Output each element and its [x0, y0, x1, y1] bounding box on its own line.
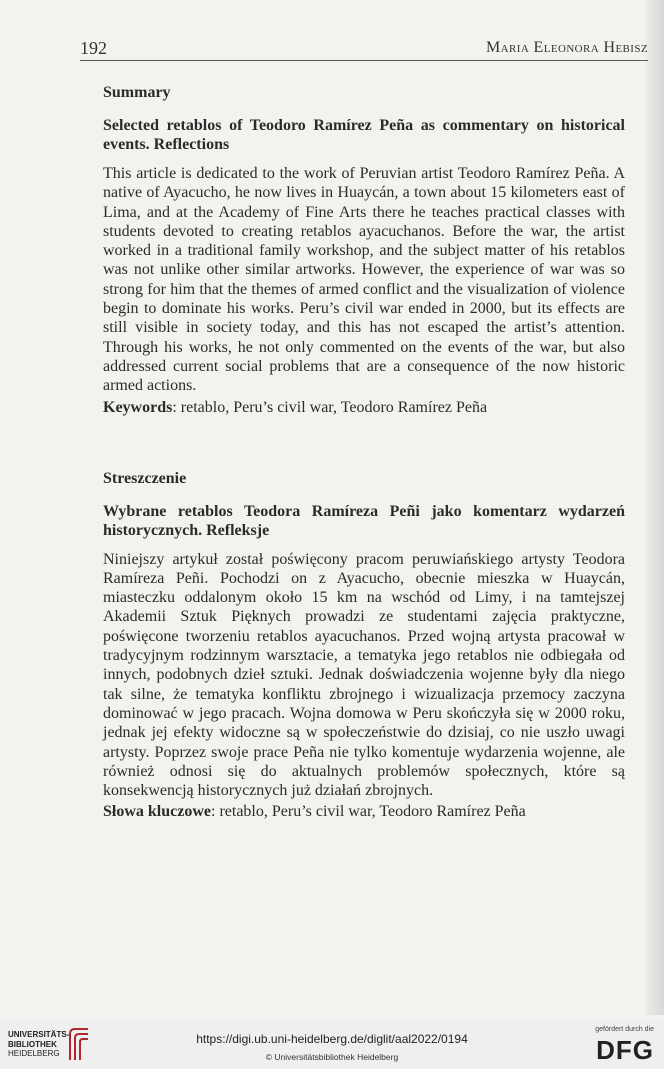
summary-keywords-label: Keywords [103, 398, 173, 416]
page-edge-shadow [646, 0, 664, 1015]
streszczenie-section [103, 470, 625, 823]
streszczenie-body: Niniejszy artykuł został poświęcony pracom peruwiańskiego artysty Teodora Ramíreza Peñi. Pochodzi on z Ayacucho, obecnie mieszka w Huaycán, miasteczku oddalonym około 15 km na wschód od Limy, i na tamtejszej Akademii Sztuk Pięknych prowadzi ze studentami zajęcia praktyczne, poświęcone tworzeniu retablos ayacuchanos. Przed wojną artysta pracował w tradycyjnym rodzinnym warsztacie, a tematyka jego retablos nie odbiegała od innych, podobnych dzieł sztuki. Jednak doświadczenia wojenne były dla niego tak silne, że tematyka konfliktu zbrojnego i wizualizacja przemocy zaczyna dominować w jego pracach. Wojna domowa w Peru skończyła się w 2000 roku, jednak jej efekty widoczne są w społeczeństwie do dzisiaj, co nie uszło uwagi artysty. Poprzez swoje prace Peña nie tylko komentuje wydarzenia wojenne, ale również odnosi się do aktualnych problemów społecznych, które są konsekwencją historycznych już działań zbrojnych. [103, 550, 625, 800]
streszczenie-title: Wybrane retablos Teodora Ramíreza Peñi jako komentarz wydarzeń historycznych. Refleksje [103, 502, 625, 539]
permalink-url[interactable]: https://digi.ub.uni-heidelberg.de/diglit/aal2022/0194 [196, 1032, 468, 1046]
streszczenie-keywords-text: : retablo, Peru’s civil war, Teodoro Ramírez Peña [211, 803, 526, 821]
streszczenie-keywords [103, 802, 625, 822]
dfg-caption: gefördert durch die [595, 1026, 654, 1033]
dfg-logo: DFG [596, 1035, 654, 1065]
summary-body: This article is dedicated to the work of Peruvian artist Teodoro Ramírez Peña. A native of Ayacucho, he now lives in Huaycán, a town about 15 kilometers east of Lima, and at the Academy of Fine Arts there he teaches practical classes with students devoted to creating retablos ayacuchanos. Before the war, the artist worked in a traditional family workshop, and the subject matter of his retablos was not unlike other similar artworks. However, the experience of war was so strong for him that the themes of armed conflict and the visualization of violence begin to dominate his works. Peru’s civil war ended in 2000, but its effects are still visible in society today, and this has not escaped the artist’s attention. Through his works, he not only commented on the events of the war, but also addressed current social problems that are a consequence of the now historic armed actions. [103, 165, 625, 395]
library-line-2: BIBLIOTHEK [8, 1039, 57, 1049]
digitization-footer [0, 1020, 664, 1069]
header-rule [80, 60, 648, 61]
library-line-1: UNIVERSITÄTS- [8, 1030, 70, 1039]
running-head: Maria Eleonora Hebisz [486, 39, 648, 56]
article-abstracts [103, 84, 625, 822]
streszczenie-keywords-label: Słowa kluczowe [103, 803, 211, 821]
page-header [80, 38, 648, 62]
page-number: 192 [80, 38, 107, 58]
summary-heading: Summary [103, 84, 171, 101]
copyright-text: © Universitätsbibliothek Heidelberg [265, 1052, 399, 1062]
summary-section [103, 84, 625, 418]
streszczenie-heading: Streszczenie [103, 469, 187, 487]
summary-keywords [103, 398, 625, 418]
summary-title: Selected retablos of Teodoro Ramírez Peña as commentary on historical events. Reflections [103, 117, 625, 153]
library-line-3: HEIDELBERG [8, 1049, 60, 1058]
summary-keywords-text: : retablo, Peru’s civil war, Teodoro Ramírez Peña [172, 398, 488, 416]
